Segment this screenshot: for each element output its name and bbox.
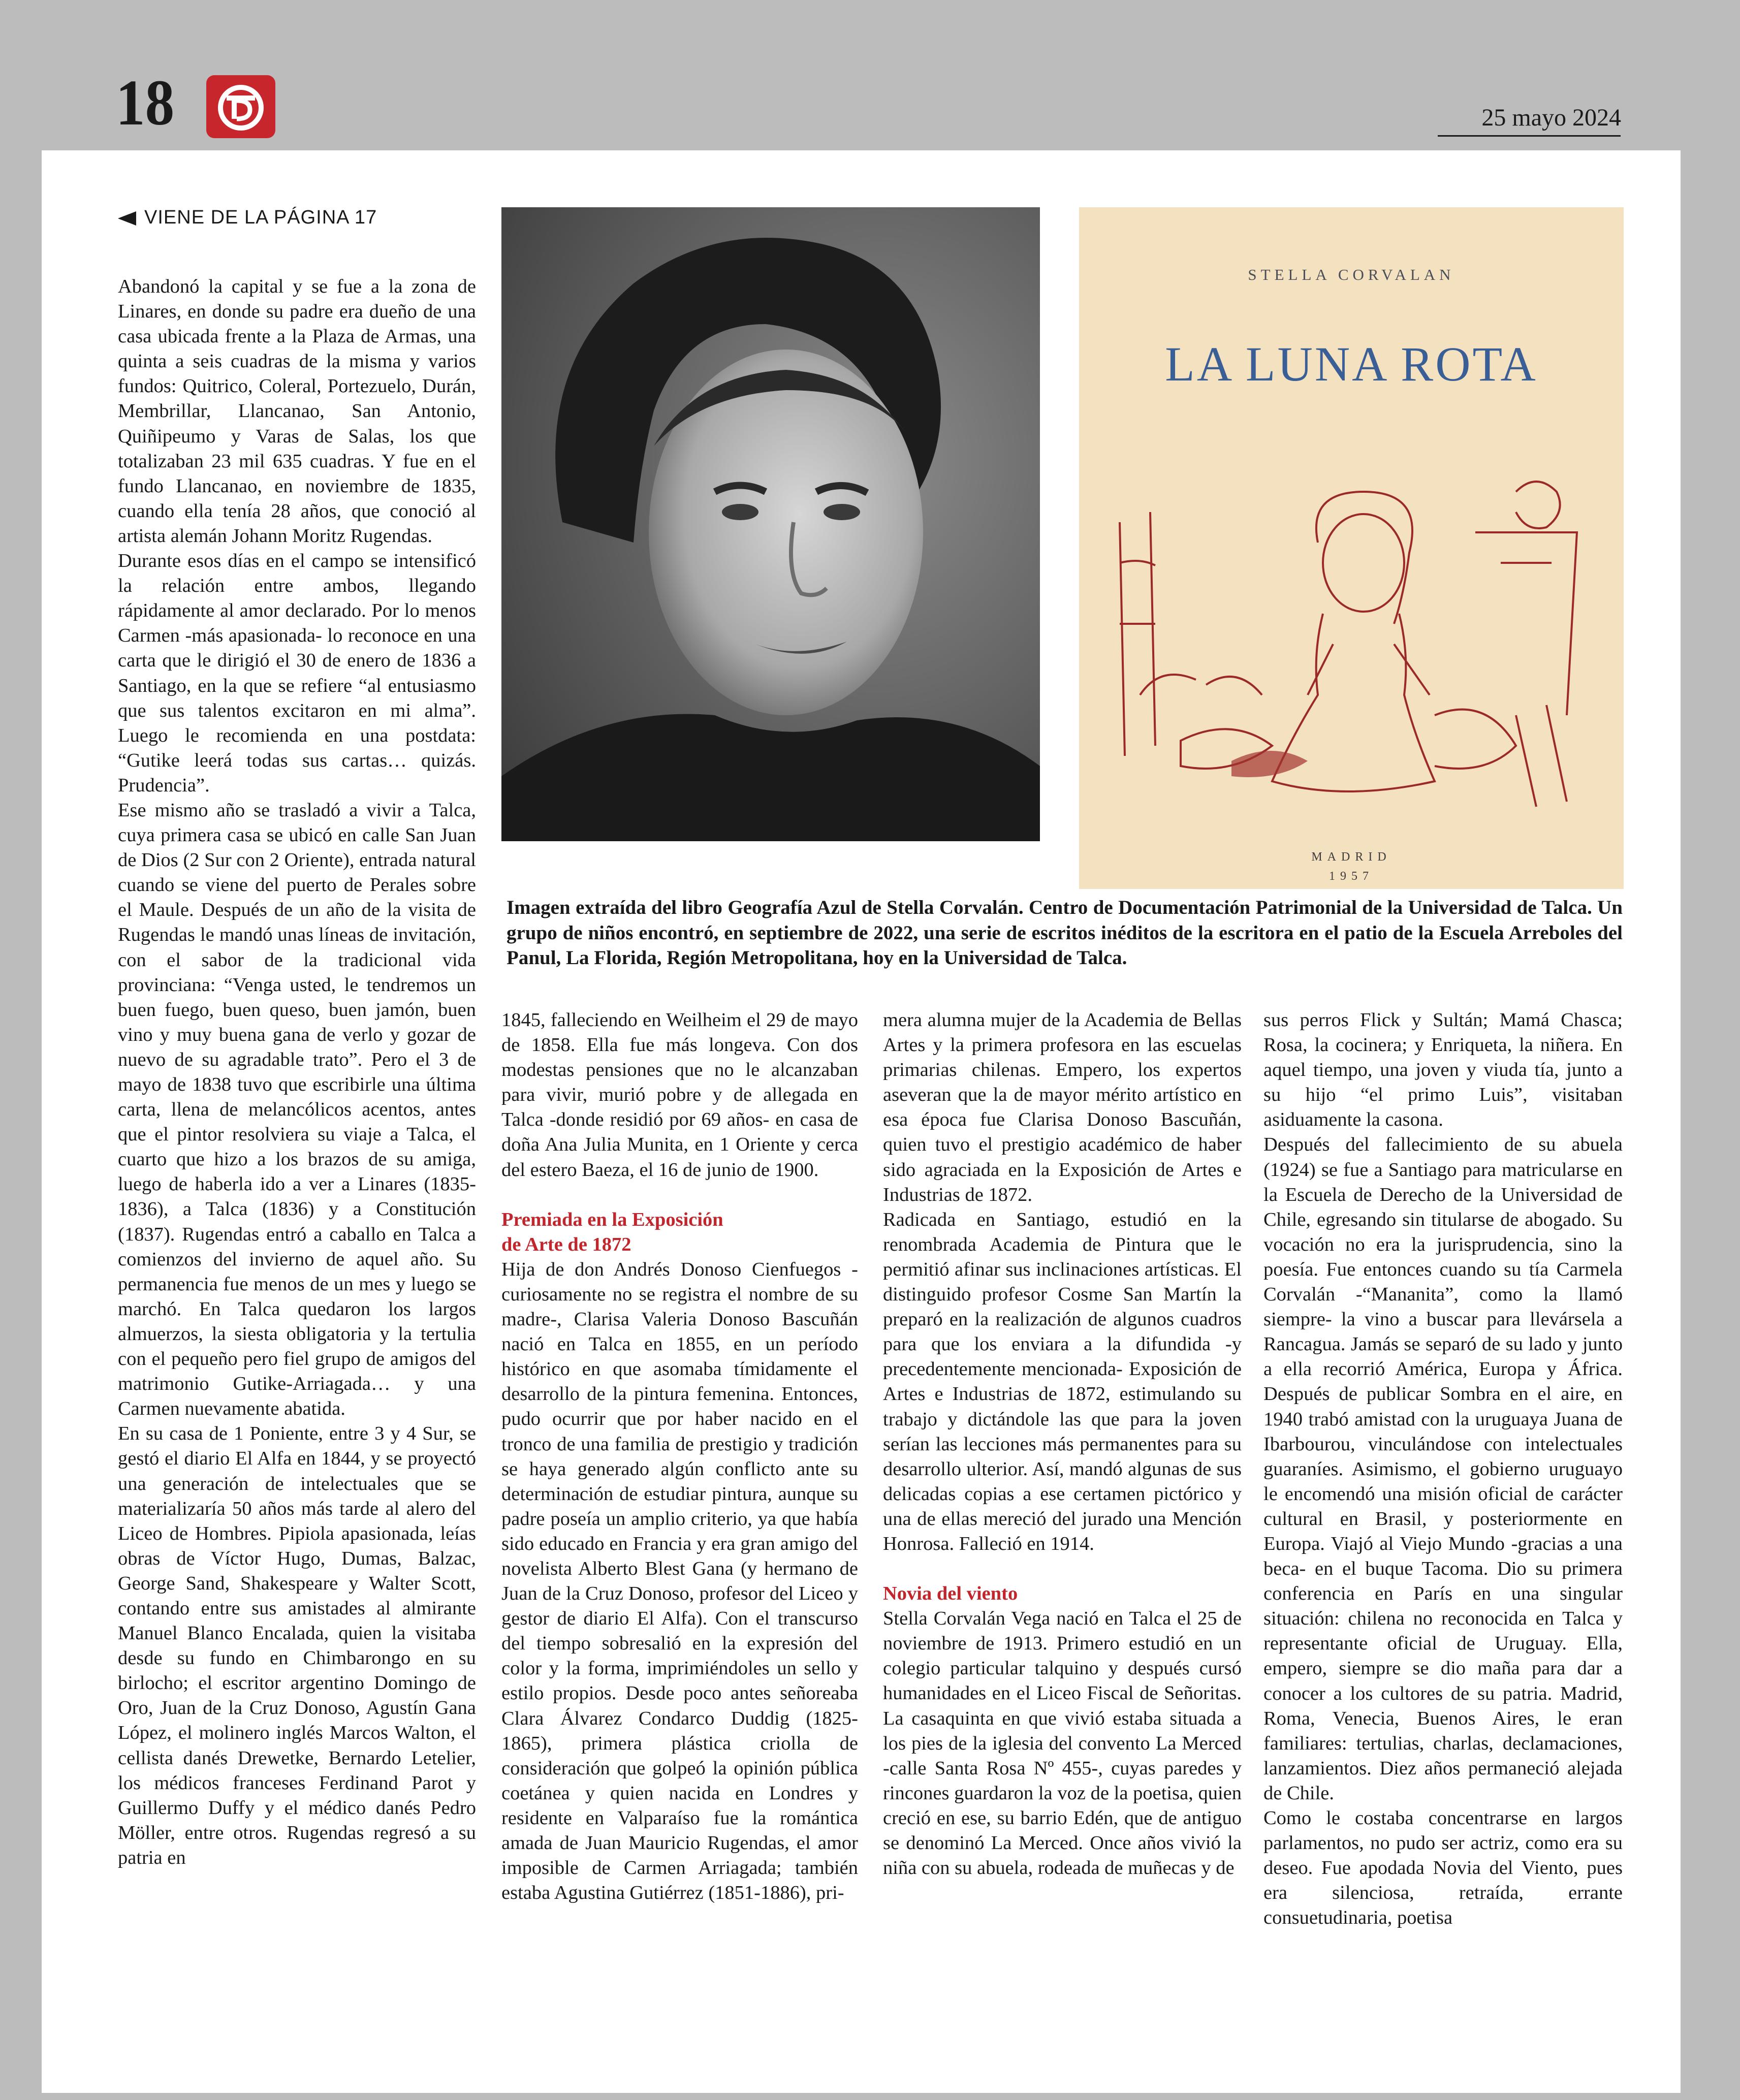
continued-from-label (118, 206, 377, 229)
column-4 (1263, 1008, 1623, 1930)
paragraph: Como le costaba concentrarse en largos parlamentos, no pudo ser actriz, como era su deseo. Fue apodada Novia del Viento, pues era silenciosa, retraída, errante consuetudinaria, poetisa (1263, 1807, 1623, 1929)
paragraph: 1845, falleciendo en Weilheim el 29 de mayo de 1858. Ella fue más longeva. Con dos modestas pensiones que no le alcanzaban para vivir, murió pobre y de allegada en Talca -donde residió por 69 años- en casa de doña Ana Julia Munita, en 1 Oriente y cerca del estero Baeza, el 16 de junio de 1900. (501, 1009, 858, 1181)
subhead-line: de Arte de 1872 (501, 1233, 631, 1255)
subhead-novia-del-viento: Novia del viento (883, 1583, 1018, 1605)
date-underline (1438, 135, 1621, 137)
paragraph: mera alumna mujer de la Academia de Bellas Artes y la primera profesora en las escuelas primarias chilenas. Empero, los expertos aseveran que la de mayor mérito artístico en esa época fue Clarisa Donoso Bascuñán, quien tuvo el prestigio académico de haber sido agraciada en la Exposición de Artes e Industrias de 1872. (883, 1009, 1242, 1205)
arrow-left-icon (118, 211, 136, 226)
column-1 (118, 274, 476, 1870)
paragraph: Ese mismo año se trasladó a vivir a Talca, cuya primera casa se ubicó en calle San Juan de Dios (2 Sur con 2 Oriente), entrada natural cuando se viene del puerto de Perales sobre el Maule. Después de un año de la visita de Rugendas le mandó unas líneas de invitación, con el sabor de la tradicional vida provinciana: “Venga usted, le tendremos un buen fuego, buen queso, buen jamón, buen vino y muy buena gana de verlo y gozar de nuevo de su agradable trato”. Pero el 3 de mayo de 1838 tuvo que escribirle una última carta, llena de melancólicos acentos, antes que el pintor resolviera su viaje a Talca, el cuarto que hizo a los brazos de su amiga, luego de haberla ido a ver a Linares (1835-1836), a Talca (1836) y a Constitución (1837). Rugendas entró a caballo en Talca a comienzos del invierno de aquel año. Su permanencia fue menos de un mes y luego se marchó. En Talca quedaron los largos almuerzos, la siesta obligatoria y la tertulia con el pequeño pero fiel grupo de amigos del matrimonio Gutike-Arriagada… y una Carmen nuevamente abatida. (118, 799, 476, 1420)
paragraph: Stella Corvalán Vega nació en Talca el 25 de noviembre de 1913. Primero estudió en un colegio particular talquino y después cursó humanidades en el Liceo Fiscal de Señoritas. La casaquinta en que vivió estaba situada a los pies de la iglesia del convento La Merced -calle Santa Rosa Nº 455-, cuyas paredes y rincones guardaron la voz de la poetisa, quien creció en ese, su barrio Edén, que de antiguo se denominó La Merced. Once años vivió la niña con su abuela, rodeada de muñecas y de (883, 1608, 1242, 1879)
article-sheet (42, 150, 1681, 2093)
column-2 (501, 1008, 858, 1905)
subhead-art-exhibition (501, 1207, 858, 1257)
page-number: 18 (116, 67, 175, 139)
issue-date: 25 mayo 2024 (1481, 104, 1621, 131)
paragraph: Durante esos días en el campo se intensificó la relación entre ambos, llegando rápidamente al amor declarado. Por lo menos Carmen -más apasionada- lo reconoce en una carta que le dirigió el 30 de enero de 1836 a Santiago, en la que se refiere “al entusiasmo que sus talentos excitaron en mi alma”. Luego le recomienda en una postdata: “Gutike leerá todas sus cartas… quizás. Prudencia”. (118, 550, 476, 796)
continued-from-text: VIENE DE LA PÁGINA 17 (144, 207, 377, 228)
newspaper-logo-icon (206, 75, 275, 138)
cover-city: MADRID (1311, 850, 1391, 864)
paragraph: Hija de don Andrés Donoso Cienfuegos -curiosamente no se registra el nombre de su madre-, Clarisa Valeria Donoso Bascuñán nació en Talca en 1855, en un período histórico en que asomaba tímidamente el desarrollo de la pintura femenina. Entonces, pudo ocurrir que por haber nacido en el tronco de una familia de prestigio y tradición se haya generado algún conflicto ante su determinación de estudiar pintura, aunque su padre poseía un amplio criterio, ya que había sido educado en Francia y era gran amigo del novelista Alberto Blest Gana (y hermano de Juan de la Cruz Donoso, profesor del Liceo y gestor de diario El Alfa). Con el transcurso del tiempo sobresalió en la expresión del color y la forma, imprimiéndoles un sello y estilo propios. Desde poco antes señoreaba Clara Álvarez Condarco Duddig (1825-1865), primera plástica criolla de consideración que golpeó la opinión pública coetánea y quien nacida en Londres y residente en Valparaíso fue la romántica amada de Juan Mauricio Rugendas, el amor imposible de Carmen Arriagada; también estaba Agustina Gutiérrez (1851-1886), pri- (501, 1258, 858, 1904)
paragraph: Radicada en Santiago, estudió en la renombrada Academia de Pintura que le permitió afinar sus inclinaciones artísticas. El distinguido profesor Cosme San Martín la preparó en la realización de algunos cuadros para que los enviara a la difundida -y precedentemente mencionada- Exposición de Artes e Industrias de 1872, estimulando su trabajo y dictándole las que para la joven serían las lecciones más permanentes para su desarrollo ulterior. Así, mandó algunas de sus delicadas copias a ese certamen pictórico y una de ellas mereció del jurado una Mención Honrosa. Falleció en 1914. (883, 1208, 1242, 1554)
paragraph: Después del fallecimiento de su abuela (1924) se fue a Santiago para matricularse en la Escuela de Derecho de la Universidad de Chile, egresando sin titularse de abogado. Su vocación no era la jurisprudencia, sino la poesía. Fue entonces cuando su tía Carmela Corvalán -“Mananita”, como la llamó siempre- la vino a buscar para llevársela a Rancagua. Jamás se separó de su lado y junto a ella recorrió América, Europa y África. Después de publicar Sombra en el aire, en 1940 trabó amistad con la uruguaya Juana de Ibarbourou, vinculándose con intelectuales guaraníes. Asimismo, el gobierno uruguayo le encomendó una misión oficial de carácter cultural en Brasil, y posteriormente en Europa. Viajó al Viejo Mundo -gracias a una beca- en el buque Tacoma. Dio su primera conferencia en París en una singular situación: chilena no reconocida en Talca y representante oficial de Uruguay. Ella, empero, siempre se dio maña para dar a conocer a los cultores de su patria. Madrid, Roma, Venecia, Buenos Aires, le eran familiares: tertulias, charlas, declamaciones, lanzamientos. Diez años permaneció alejada de Chile. (1263, 1134, 1623, 1804)
column-3 (883, 1008, 1242, 1881)
paragraph: En su casa de 1 Poniente, entre 3 y 4 Sur, se gestó el diario El Alfa en 1844, y se proyectó una generación de intelectuales que se materializaría 50 años más tarde al alero del Liceo de Hombres. Pipiola apasionada, leías obras de Víctor Hugo, Dumas, Balzac, George Sand, Shakespeare y Walter Scott, contando entre sus amistades al almirante Manuel Blanco Encalada, quien la visitaba desde su fundo en Chimbarongo en su birlocho; el escritor argentino Domingo de Oro, Juan de la Cruz Donoso, Agustín Gana López, el molinero inglés Marcos Walton, el cellista danés Drewetke, Bernardo Letelier, los médicos franceses Ferdinand Parot y Guillermo Duffy y el médico danés Pedro Möller, entre otros. Rugendas regresó a su patria en (118, 1423, 476, 1868)
page-header (0, 0, 1740, 152)
portrait-photo (501, 207, 1040, 841)
book-cover (1079, 207, 1624, 889)
cover-title: LA LUNA ROTA (1165, 337, 1538, 391)
cover-author: STELLA CORVALAN (1248, 266, 1455, 283)
subhead-line: Premiada en la Exposición (501, 1208, 723, 1230)
image-caption: Imagen extraída del libro Geografía Azul de Stella Corvalán. Centro de Documentación Patrimonial de la Universidad de Talca. Un grupo de niños encontró, en septiembre de 2022, una serie de escritos inéditos de la escritora en el patio de la Escuela Arreboles del Panul, La Florida, Región Metropolitana, hoy en la Universidad de Talca. (507, 897, 1623, 969)
cover-year: 1957 (1329, 870, 1374, 883)
paragraph: sus perros Flick y Sultán; Mamá Chasca; Rosa, la cocinera; y Enriqueta, la niñera. En aquel tiempo, una joven y viuda tía, junto a su hijo “el primo Luis”, visitaban asiduamente la casona. (1263, 1009, 1623, 1131)
paragraph: Abandonó la capital y se fue a la zona de Linares, en donde su padre era dueño de una casa ubicada frente a la Plaza de Armas, una quinta a seis cuadras de la misma y varios fundos: Quitrico, Coleral, Portezuelo, Durán, Membrillar, Llancanao, San Antonio, Quiñipeumo y Varas de Salas, los que totalizaban 23 mil 635 cuadras. Y fue en el fundo Llancanao, en noviembre de 1835, cuando ella tenía 28 años, que conoció al artista alemán Johann Moritz Rugendas. (118, 276, 476, 547)
